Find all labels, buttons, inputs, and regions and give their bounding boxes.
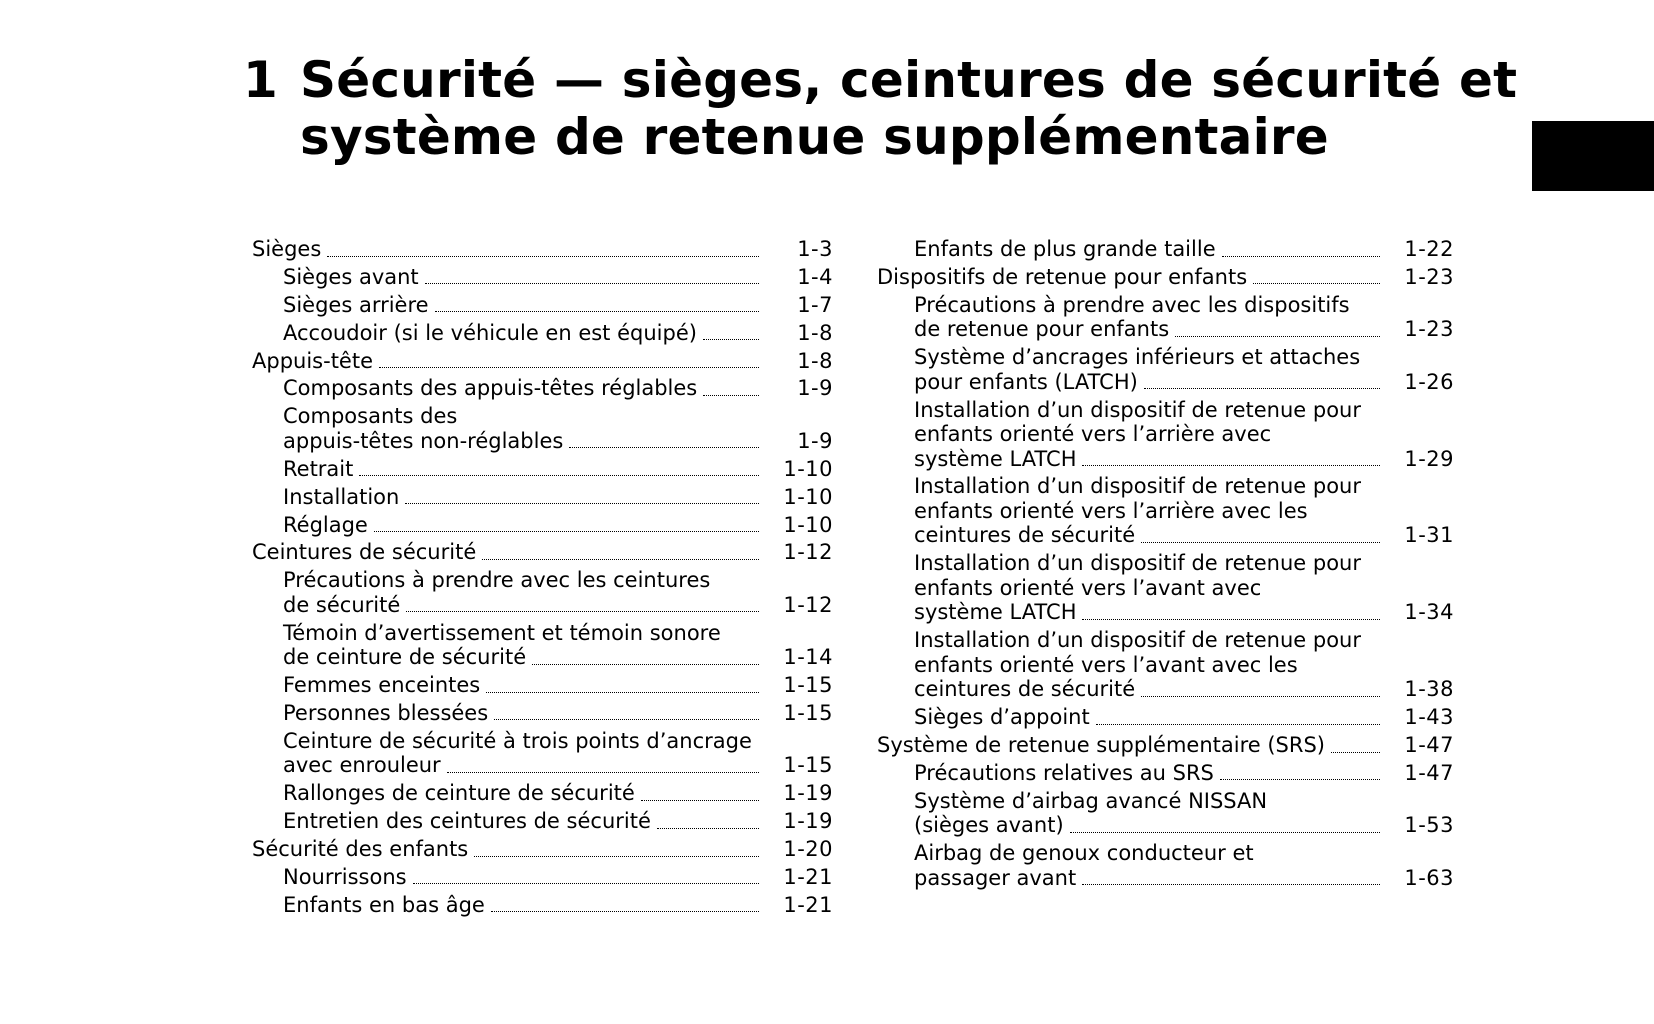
toc-entry[interactable] (252, 457, 833, 482)
toc-entry-text: enfants orienté vers l’arrière avec (914, 422, 1272, 447)
toc-entry[interactable] (252, 621, 833, 670)
toc-entry-text: Sièges arrière (283, 292, 429, 317)
toc-entry-text: Installation d’un dispositif de retenue pour (914, 474, 1361, 499)
toc-entry-text: Précautions relatives au SRS (914, 760, 1214, 785)
toc-entry-row (283, 321, 833, 346)
toc-entry-text: Entretien des ceintures de sécurité (283, 809, 651, 834)
toc-page-number: 1-10 (783, 512, 833, 537)
toc-page-number: 1-34 (1404, 600, 1454, 625)
toc-entry[interactable] (877, 841, 1454, 890)
toc-entry-text: Précautions à prendre avec les dispositifs (914, 292, 1350, 317)
toc-page-number: 1-4 (797, 264, 833, 289)
toc-dot-leader (425, 283, 759, 284)
toc-entry-row (283, 376, 833, 401)
toc-page-number: 1-15 (783, 753, 833, 778)
toc-entry-text: Système de retenue supplémentaire (SRS) (877, 733, 1325, 758)
toc-entry[interactable] (252, 540, 833, 565)
toc-entry-text: Installation d’un dispositif de retenue pour (914, 397, 1361, 422)
toc-entry[interactable] (252, 237, 833, 262)
toc-page-number: 1-22 (1404, 237, 1454, 261)
toc-entry-text: Accoudoir (si le véhicule en est équipé) (283, 320, 697, 345)
toc-entry-text: de ceinture de sécurité (283, 645, 527, 670)
toc-entry-text: Enfants en bas âge (283, 892, 485, 917)
toc-dot-leader (482, 559, 759, 560)
toc-entry[interactable] (252, 321, 833, 346)
chapter-title-text-1: Sécurité — sièges, ceintures de sécurité et (300, 51, 1518, 109)
toc-entry-text: enfants orienté vers l’avant avec les (914, 652, 1298, 677)
toc-entry-text: Système d’ancrages inférieurs et attaches (914, 345, 1361, 370)
toc-entry[interactable] (877, 265, 1454, 290)
toc-entry-text: ceintures de sécurité (914, 523, 1136, 548)
toc-entry[interactable] (252, 729, 833, 778)
toc-entry-row (283, 809, 833, 834)
toc-dot-leader (379, 367, 759, 368)
toc-entry-text: passager avant (914, 865, 1077, 890)
toc-dot-leader (1082, 619, 1380, 620)
toc-entry-text: Femmes enceintes (283, 673, 481, 698)
toc-entry-row (283, 893, 833, 918)
toc-entry[interactable] (877, 733, 1454, 758)
toc-entry[interactable] (252, 265, 833, 290)
toc-entry-text: Système d’airbag avancé NISSAN (914, 788, 1268, 813)
toc-entry-text: Sièges (252, 237, 322, 261)
toc-entry-row (283, 593, 833, 618)
toc-entry[interactable] (252, 837, 833, 862)
toc-page-number: 1-21 (783, 864, 833, 889)
toc-dot-leader (1175, 336, 1380, 337)
toc-entry-row (283, 485, 833, 510)
toc-entry-row (283, 457, 833, 482)
toc-entry-text: de retenue pour enfants (914, 317, 1170, 342)
toc-entry-text: Sièges avant (283, 264, 419, 289)
toc-dot-leader (413, 883, 759, 884)
toc-page-number: 1-10 (783, 484, 833, 509)
toc-entry-row (283, 753, 833, 778)
toc-page-number: 1-23 (1404, 264, 1454, 289)
toc-entry-text: Appuis-tête (252, 348, 373, 373)
toc-entry[interactable] (252, 701, 833, 726)
toc-entry-row (914, 677, 1454, 702)
toc-page-number: 1-23 (1404, 317, 1454, 342)
toc-entry[interactable] (252, 809, 833, 834)
toc-page-number: 1-15 (783, 673, 833, 698)
toc-page-number: 1-63 (1404, 865, 1454, 890)
toc-entry[interactable] (877, 345, 1454, 394)
toc-page-number: 1-14 (783, 645, 833, 670)
toc-entry[interactable] (877, 398, 1454, 472)
toc-entry-row (914, 523, 1454, 548)
toc-page-number: 1-29 (1404, 446, 1454, 471)
chapter-title-line-2: système de retenue supplémentaire (300, 108, 1329, 166)
toc-entry[interactable] (877, 551, 1454, 625)
toc-entry[interactable] (252, 485, 833, 510)
toc-entry-text: de sécurité (283, 592, 401, 617)
toc-entry-text: Témoin d’avertissement et témoin sonore (283, 620, 721, 645)
toc-entry-text: (sièges avant) (914, 813, 1064, 838)
toc-entry-row (283, 429, 833, 454)
toc-page-number: 1-47 (1404, 733, 1454, 758)
toc-entry-text: système LATCH (914, 600, 1077, 625)
toc-entry[interactable] (877, 237, 1454, 262)
toc-entry-row (877, 265, 1454, 290)
toc-dot-leader (486, 692, 759, 693)
chapter-title (243, 52, 1517, 166)
toc-entry-row (914, 600, 1454, 625)
toc-dot-leader (1253, 283, 1380, 284)
toc-entry-row (914, 317, 1454, 342)
toc-page-number: 1-53 (1404, 813, 1454, 838)
chapter-tab-marker (1532, 121, 1654, 191)
toc-entry-row (914, 237, 1454, 262)
toc-page-number: 1-3 (797, 237, 833, 261)
toc-page-number: 1-38 (1404, 677, 1454, 702)
toc-entry-text: Réglage (283, 512, 368, 537)
toc-dot-leader (494, 719, 759, 720)
toc-page-number: 1-19 (783, 809, 833, 834)
toc-page-number: 1-9 (797, 428, 833, 453)
toc-dot-leader (1096, 724, 1380, 725)
toc-dot-leader (569, 447, 759, 448)
toc-dot-leader (405, 503, 759, 504)
toc-entry-text: système LATCH (914, 446, 1077, 471)
toc-entry[interactable] (252, 349, 833, 374)
toc-entry-text: Composants des appuis-têtes réglables (283, 376, 698, 401)
toc-page-number: 1-10 (783, 456, 833, 481)
toc-entry-row (914, 813, 1454, 838)
toc-entry-row (283, 865, 833, 890)
toc-entry-text: Retrait (283, 456, 354, 481)
chapter-number: 1 (243, 51, 278, 109)
toc-entry-row (283, 513, 833, 538)
toc-entry[interactable] (877, 628, 1454, 702)
toc-page-number: 1-15 (783, 700, 833, 725)
toc-entry-text: Ceintures de sécurité (252, 540, 477, 565)
toc-page-number: 1-9 (797, 376, 833, 401)
toc-entry-row (914, 761, 1454, 786)
toc-entry[interactable] (252, 376, 833, 401)
toc-right-column (877, 237, 1454, 894)
toc-entry-text: pour enfants (LATCH) (914, 369, 1138, 394)
toc-entry[interactable] (877, 789, 1454, 838)
toc-page-number: 1-8 (797, 348, 833, 373)
toc-page-number: 1-21 (783, 892, 833, 917)
toc-entry-row (914, 370, 1454, 395)
toc-entry-text: Nourrissons (283, 864, 407, 889)
toc-page-number: 1-26 (1404, 369, 1454, 394)
toc-entry-text: ceintures de sécurité (914, 677, 1136, 702)
toc-entry-text: Sièges d’appoint (914, 705, 1090, 730)
toc-entry[interactable] (877, 761, 1454, 786)
toc-entry-row (914, 705, 1454, 730)
toc-entry-row (283, 673, 833, 698)
toc-dot-leader (1331, 752, 1380, 753)
toc-entry[interactable] (877, 474, 1454, 548)
toc-entry-text: Rallonges de ceinture de sécurité (283, 781, 635, 806)
toc-entry-text: Enfants de plus grande taille (914, 237, 1216, 261)
toc-dot-leader (374, 531, 759, 532)
toc-dot-leader (1222, 256, 1380, 257)
toc-page-number: 1-20 (783, 837, 833, 862)
toc-dot-leader (1082, 465, 1380, 466)
toc-entry-text: Ceinture de sécurité à trois points d’ancrage (283, 728, 752, 753)
toc-entry-row (252, 237, 833, 262)
toc-dot-leader (474, 856, 759, 857)
toc-entry-row (283, 265, 833, 290)
toc-dot-leader (359, 475, 759, 476)
toc-dot-leader (1141, 696, 1380, 697)
toc-entry-text: Dispositifs de retenue pour enfants (877, 264, 1248, 289)
toc-page-number: 1-12 (783, 592, 833, 617)
toc-entry-row (877, 733, 1454, 758)
toc-entry-text: Personnes blessées (283, 700, 489, 725)
toc-entry-row (252, 540, 833, 565)
toc-page-number: 1-31 (1404, 523, 1454, 548)
toc-entry[interactable] (252, 781, 833, 806)
toc-dot-leader (641, 800, 759, 801)
toc-dot-leader (703, 339, 759, 340)
toc-entry[interactable] (252, 293, 833, 318)
toc-entry-text: Sécurité des enfants (252, 837, 469, 862)
toc-entry-text: enfants orienté vers l’avant avec (914, 575, 1262, 600)
toc-entry-text: appuis-têtes non-réglables (283, 428, 564, 453)
toc-page-number: 1-7 (797, 292, 833, 317)
toc-dot-leader (1082, 884, 1380, 885)
toc-dot-leader (435, 311, 759, 312)
toc-entry-row (914, 866, 1454, 891)
toc-dot-leader (447, 772, 759, 773)
toc-dot-leader (491, 911, 759, 912)
toc-left-column (252, 237, 833, 921)
toc-entry-row (283, 293, 833, 318)
toc-entry-row (914, 447, 1454, 472)
toc-dot-leader (1070, 832, 1380, 833)
toc-entry-text: Airbag de genoux conducteur et (914, 841, 1254, 866)
chapter-title-line-1 (243, 52, 1517, 109)
toc-entry-row (283, 645, 833, 670)
toc-entry-row (283, 701, 833, 726)
toc-entry[interactable] (252, 568, 833, 617)
toc-dot-leader (406, 611, 759, 612)
toc-entry-text: Installation d’un dispositif de retenue pour (914, 551, 1361, 576)
toc-dot-leader (1220, 779, 1380, 780)
toc-entry[interactable] (252, 865, 833, 890)
toc-entry-text: avec enrouleur (283, 753, 441, 778)
toc-dot-leader (657, 828, 759, 829)
toc-dot-leader (1144, 388, 1380, 389)
toc-entry[interactable] (252, 513, 833, 538)
toc-entry[interactable] (877, 705, 1454, 730)
toc-entry-text: enfants orienté vers l’arrière avec les (914, 498, 1308, 523)
toc-dot-leader (1141, 542, 1380, 543)
toc-entry-row (252, 349, 833, 374)
toc-dot-leader (703, 395, 759, 396)
toc-entry-row (252, 837, 833, 862)
toc-entry-text: Installation (283, 484, 400, 509)
toc-entry[interactable] (252, 893, 833, 918)
toc-dot-leader (532, 664, 759, 665)
toc-page-number: 1-19 (783, 781, 833, 806)
toc-page-number: 1-43 (1404, 705, 1454, 730)
toc-entry-text: Précautions à prendre avec les ceintures (283, 568, 711, 593)
toc-dot-leader (327, 256, 759, 257)
toc-entry-text: Composants des (283, 404, 458, 429)
toc-entry-text: Installation d’un dispositif de retenue pour (914, 628, 1361, 653)
toc-entry-row (283, 781, 833, 806)
toc-page-number: 1-47 (1404, 760, 1454, 785)
toc-entry[interactable] (252, 673, 833, 698)
toc-page-number: 1-12 (783, 540, 833, 565)
toc-entry[interactable] (877, 293, 1454, 342)
toc-page-number: 1-8 (797, 320, 833, 345)
toc-entry[interactable] (252, 404, 833, 453)
